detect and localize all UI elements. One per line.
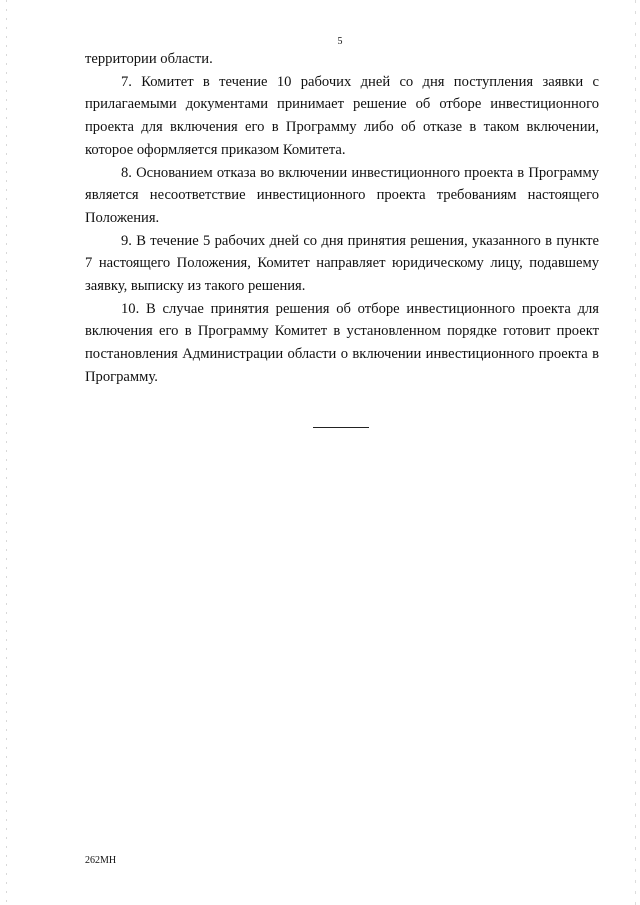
paragraph-9: 9. В течение 5 рабочих дней со дня принятия решения, указанного в пункте 7 настоящего Положения, Комитет направляет юридическому лицу, подавшему заявку, выписку из такого решения. [85,232,599,295]
paragraph-10: 10. В случае принятия решения об отборе инвестиционного проекта для включения его в Программу Комитет в установленном порядке готовит проект постановления Администрации области о включении инвестиционного проекта в Программу. [85,300,599,385]
scan-edge-right [635,0,636,905]
document-code: 262МН [85,855,117,866]
paragraph-8: 8. Основанием отказа во включении инвестиционного проекта в Программу является несоответствие инвестиционного проекта требованиям настоящего Положения. [85,164,599,226]
document-body [85,48,599,389]
scan-edge-left [6,0,7,905]
page-number: 5 [337,36,343,47]
paragraph-continuation: территории области. [85,51,213,67]
end-separator-line [313,427,369,428]
paragraph-7: 7. Комитет в течение 10 рабочих дней со дня поступления заявки с прилагаемыми документами принимает решение об отборе инвестиционного проекта для включения его в Программу либо об отказе в таком включении, которое оформляется приказом Комитета. [85,73,599,158]
